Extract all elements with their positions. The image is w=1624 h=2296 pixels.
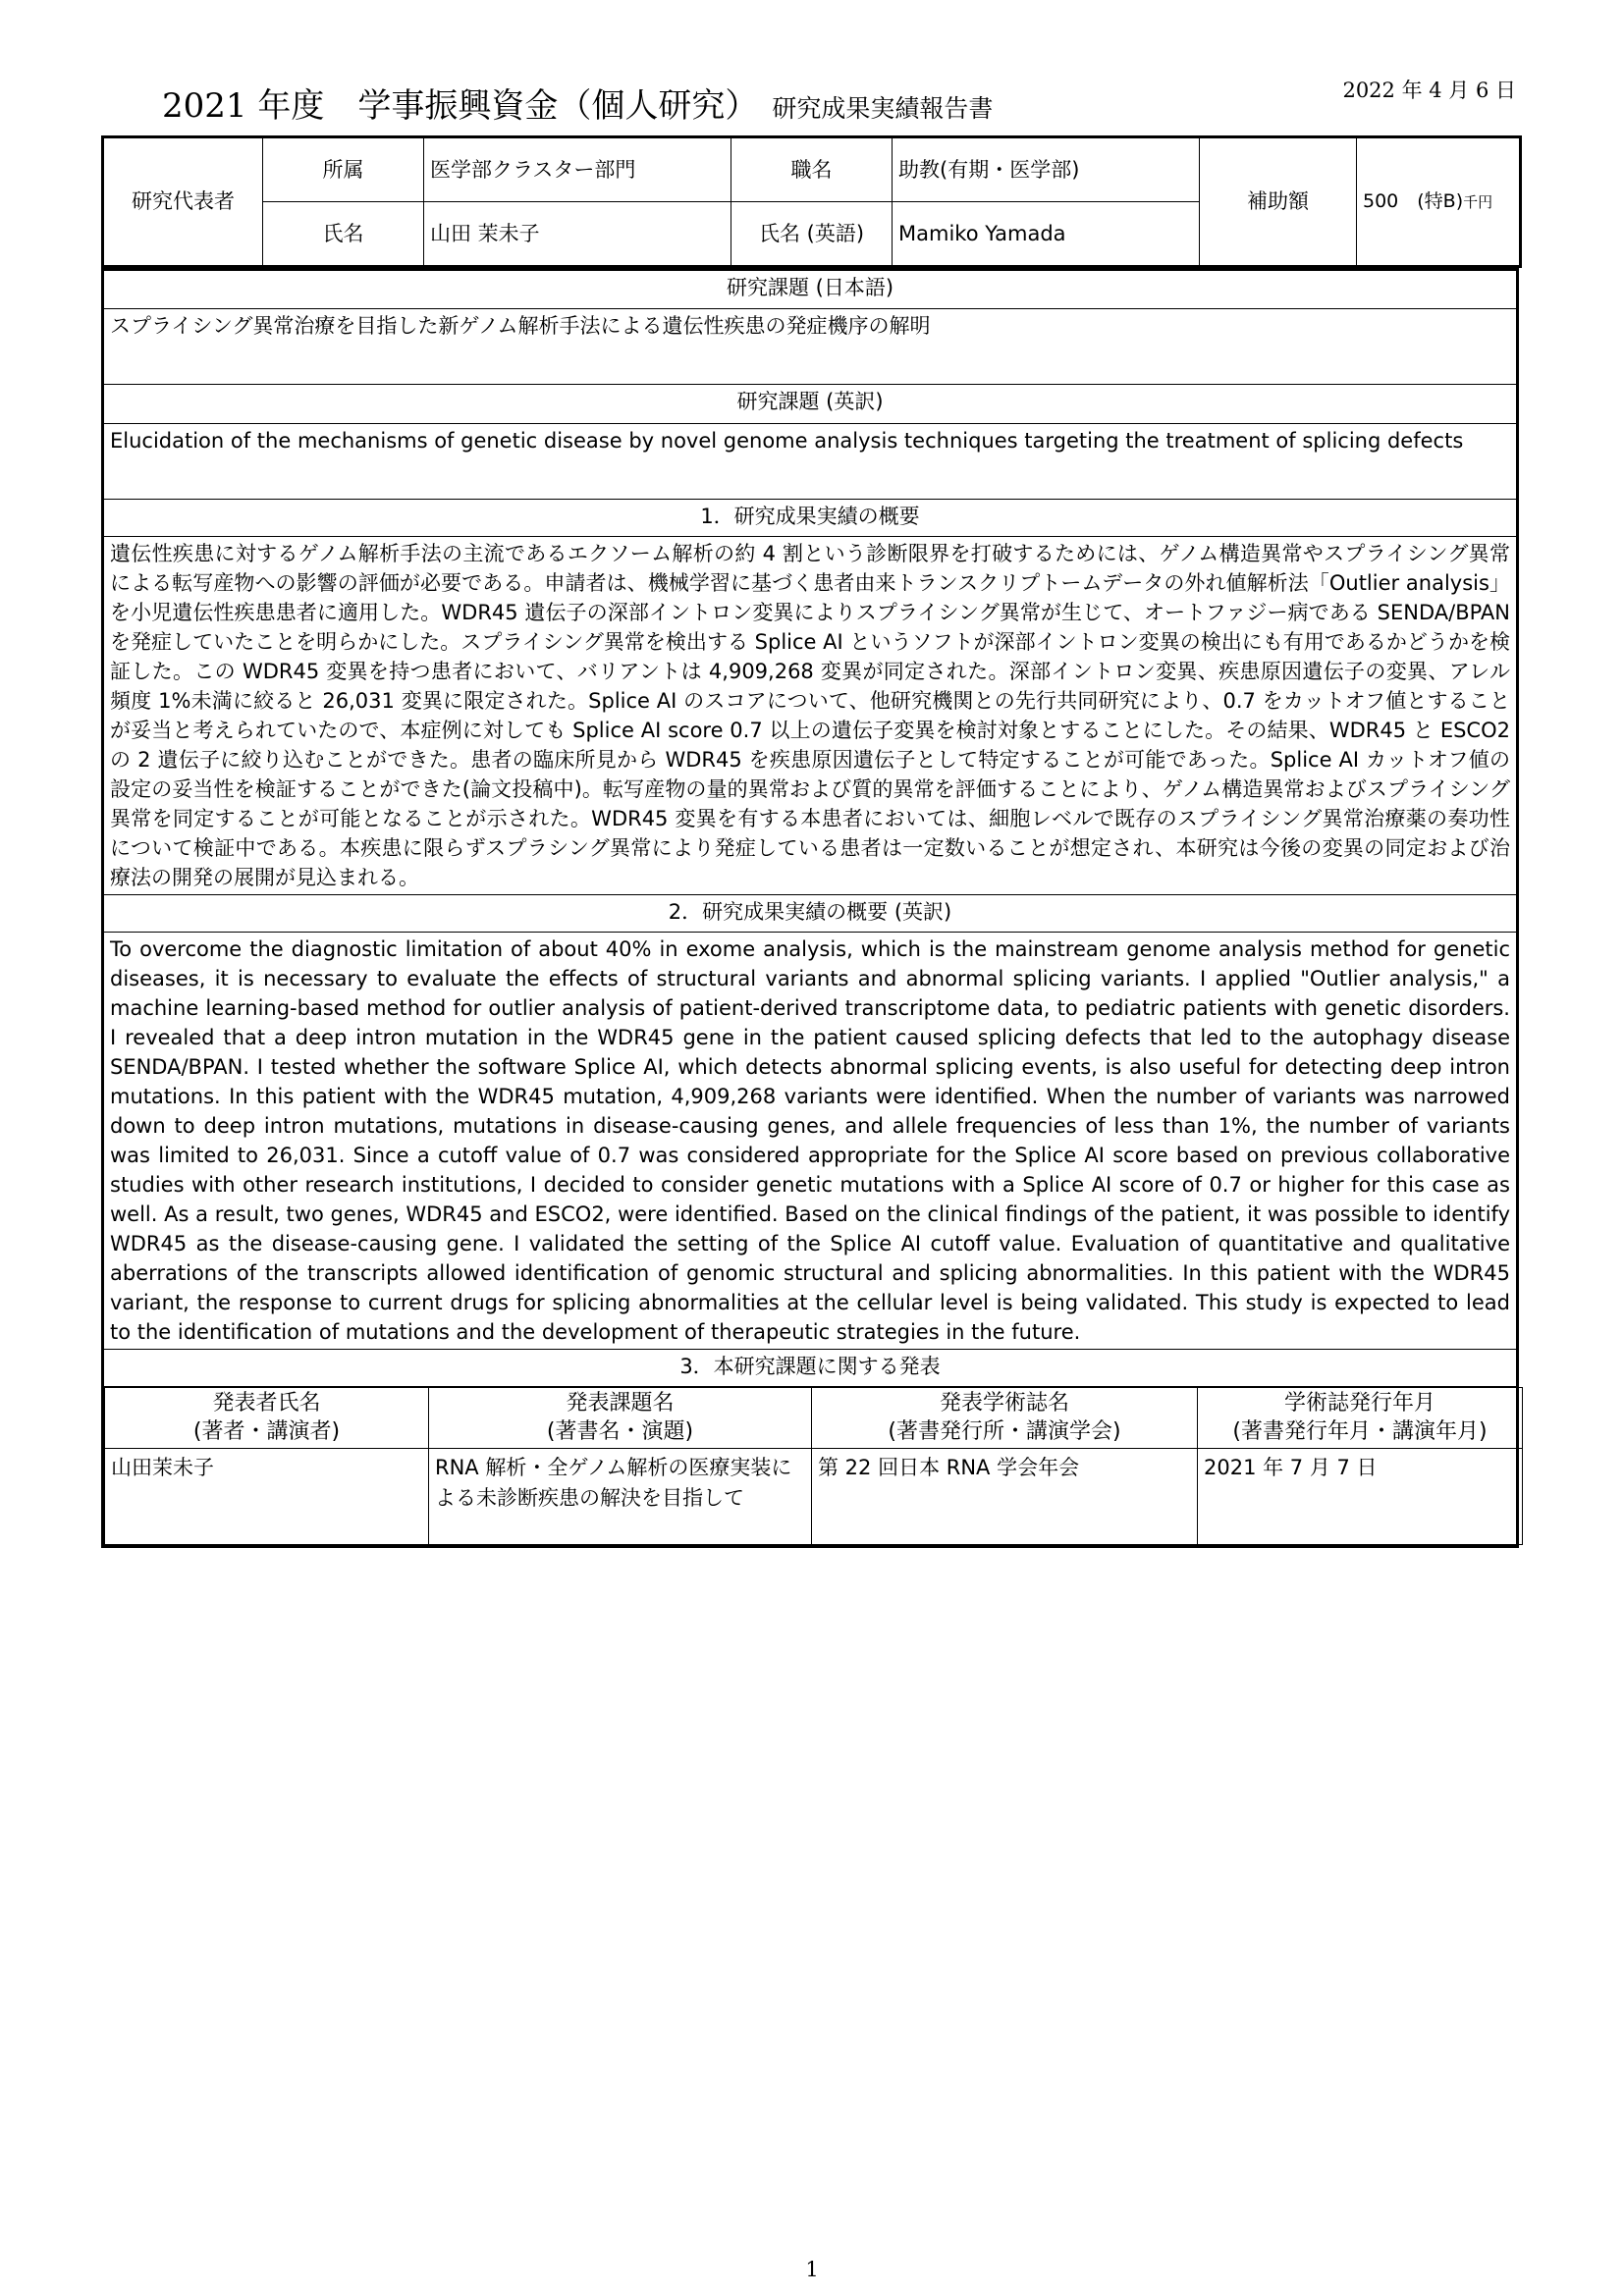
report-date: 2022 年 4 月 6 日	[1342, 79, 1516, 102]
affiliation-value: 医学部クラスター部門	[424, 137, 731, 202]
presentations-container	[103, 1387, 1518, 1547]
col-author-header	[105, 1388, 429, 1449]
presentation-venue: 第 22 回日本 RNA 学会年会	[812, 1449, 1198, 1545]
col-author-l1: 発表者氏名	[212, 1391, 321, 1415]
document-title	[162, 79, 993, 127]
summary-jp-heading: 1．研究成果実績の概要	[103, 500, 1518, 537]
table-row	[105, 1449, 1523, 1545]
grant-label: 補助額	[1200, 137, 1357, 267]
presentation-author: 山田茉未子	[105, 1449, 429, 1545]
col-date-l2: (著書発行年月・講演年月)	[1232, 1418, 1488, 1444]
content-table	[101, 268, 1519, 1548]
topic-en-heading: 研究課題 (英訳)	[103, 385, 1518, 424]
col-title-header	[429, 1388, 812, 1449]
grant-value: 500 (特B)	[1363, 189, 1464, 212]
title-main: 2021 年度 学事振興資金（個人研究）	[162, 86, 759, 126]
name-value: 山田 茉未子	[424, 202, 731, 267]
name-en-value: Mamiko Yamada	[893, 202, 1200, 267]
grant-amount	[1357, 137, 1521, 267]
topic-jp-heading: 研究課題 (日本語)	[103, 270, 1518, 309]
presentations-heading: 3．本研究課題に関する発表	[103, 1350, 1518, 1387]
topic-jp-text: スプライシング異常治療を目指した新ゲノム解析手法による遺伝性疾患の発症機序の解明	[103, 309, 1518, 385]
col-venue-l1: 発表学術誌名	[939, 1391, 1069, 1415]
presentation-date: 2021 年 7 月 7 日	[1198, 1449, 1523, 1545]
page-number: 1	[805, 2258, 819, 2281]
title-sub: 研究成果実績報告書	[772, 94, 994, 123]
presentation-title: RNA 解析・全ゲノム解析の医療実装による未診断疾患の解決を目指して	[429, 1449, 812, 1545]
topic-en-text: Elucidation of the mechanisms of genetic disease by novel genome analysis techniques targeting the treatment of splicing defects	[103, 424, 1518, 500]
summary-jp-text: 遺伝性疾患に対するゲノム解析手法の主流であるエクソーム解析の約 4 割という診断限界を打破するためには、ゲノム構造異常やスプライシング異常による転写産物への影響の評価が必要である。申請者は、機械学習に基づく患者由来トランスクリプトームデータの外れ値解析法「Outlier analysis」を小児遺伝性疾患患者に適用した。WDR45 遺伝子の深部イントロン変異によりスプライシング異常が生じて、オートファジー病である SENDA/BPAN を発症していたことを明らかにした。スプライシング異常を検出する Splice AI というソフトが深部イントロン変異の検出にも有用であるかどうかを検証した。この WDR45 変異を持つ患者において、バリアントは 4,909,268 変異が同定された。深部イントロン変異、疾患原因遺伝子の変異、アレル頻度 1%未満に絞ると 26,031 変異に限定された。Splice AI のスコアについて、他研究機関との先行共同研究により、0.7 をカットオフ値とすることが妥当と考えられていたので、本症例に対しても Splice AI score 0.7 以上の遺伝子変異を検討対象とすることにした。その結果、WDR45 と ESCO2 の 2 遺伝子に絞り込むことができた。患者の臨床所見から WDR45 を疾患原因遺伝子として特定することが可能であった。Splice AI カットオフ値の設定の妥当性を検証することができた(論文投稿中)。転写産物の量的異常および質的異常を評価することにより、ゲノム構造異常およびスプライシング異常を同定することが可能となることが示された。WDR45 変異を有する本患者においては、細胞レベルで既存のスプライシング異常治療薬の奏功性について検証中である。本疾患に限らずスプラシング異常により発症している患者は一定数いることが想定され、本研究は今後の変異の同定および治療法の開発の展開が見込まれる。	[103, 537, 1518, 895]
col-venue-header	[812, 1388, 1198, 1449]
col-author-l2: (著者・講演者)	[192, 1418, 341, 1444]
summary-en-heading: 2．研究成果実績の概要 (英訳)	[103, 895, 1518, 933]
col-date-header	[1198, 1388, 1523, 1449]
position-label: 職名	[731, 137, 893, 202]
name-label: 氏名	[263, 202, 424, 267]
presentations-table	[104, 1387, 1523, 1545]
grant-unit: 千円	[1463, 192, 1493, 211]
col-title-l2: (著書名・演題)	[546, 1418, 694, 1444]
summary-en-text: To overcome the diagnostic limitation of about 40% in exome analysis, which is the mainstream genome analysis method for genetic diseases, it is necessary to evaluate the effects of structural variants and abnormal splicing variants. I applied "Outlier analysis," a machine learning-based method for outlier analysis of patient-derived transcriptome data, to pediatric patients with genetic disorders. I revealed that a deep intron mutation in the WDR45 gene in the patient caused splicing defects that led to the autophagy disease SENDA/BPAN. I tested whether the software Splice AI, which detects abnormal splicing events, is also useful for detecting deep intron mutations. In this patient with the WDR45 mutation, 4,909,268 variants were identified. When the number of variants was narrowed down to deep intron mutations, mutations in disease-causing genes, and allele frequencies of less than 1%, the number of variants was limited to 26,031. Since a cutoff value of 0.7 was considered appropriate for the Splice AI score based on previous collaborative studies with other research institutions, I decided to consider genetic mutations with a Splice AI score of 0.7 or higher for this case as well. As a result, two genes, WDR45 and ESCO2, were identified. Based on the clinical findings of the patient, it was possible to identify WDR45 as the disease-causing gene. I validated the setting of the Splice AI cutoff value. Evaluation of quantitative and qualitative aberrations of the transcripts allowed identification of genomic structural and splicing abnormalities. In this patient with the WDR45 variant, the response to current drugs for splicing abnormalities at the cellular level is being validated. This study is expected to lead to the identification of mutations and the development of therapeutic strategies in the future.	[103, 933, 1518, 1350]
col-venue-l2: (著書発行所・講演学会)	[888, 1418, 1121, 1444]
representative-label: 研究代表者	[103, 137, 263, 267]
info-table	[101, 135, 1522, 268]
col-date-l1: 学術誌発行年月	[1283, 1391, 1435, 1415]
name-en-label: 氏名 (英語)	[731, 202, 893, 267]
position-value: 助教(有期・医学部)	[893, 137, 1200, 202]
affiliation-label: 所属	[263, 137, 424, 202]
col-title-l1: 発表課題名	[566, 1391, 675, 1415]
